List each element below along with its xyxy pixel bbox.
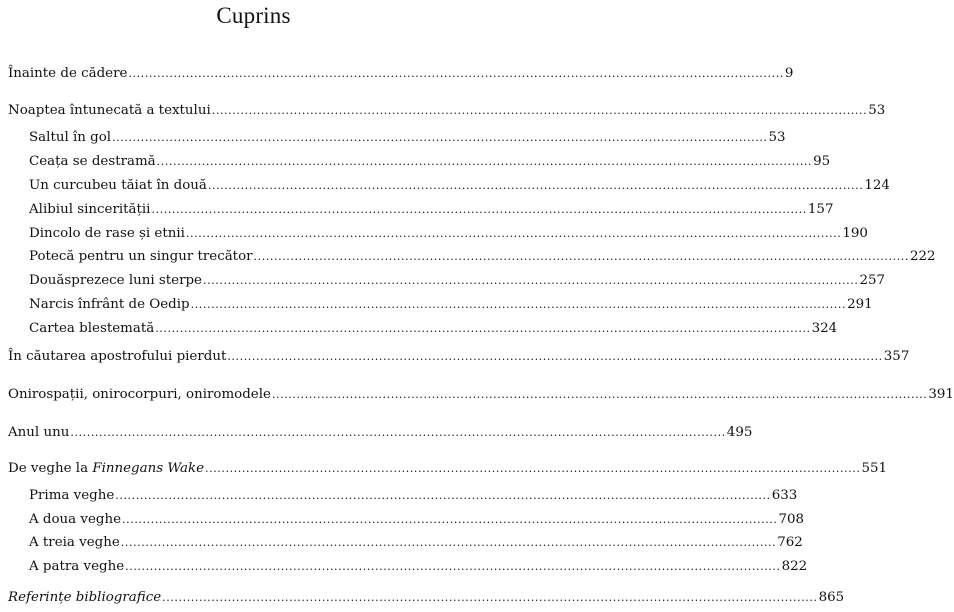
toc-subentry-prima-veghe[interactable] xyxy=(29,485,798,507)
toc-entry-label: Prima veghe xyxy=(29,488,115,503)
toc-entry-label: Onirospații, onirocorpuri, oniromodele xyxy=(8,387,271,402)
toc-entry-label: Potecă pentru un singur trecător xyxy=(29,249,253,264)
toc-entry-label: Alibiul sincerității xyxy=(29,202,151,217)
toc-entry-noaptea-intunecata[interactable] xyxy=(8,100,886,122)
toc-subentry-alibiul-sinceritatii[interactable] xyxy=(29,199,834,221)
toc-entry-onirospatii[interactable] xyxy=(8,384,954,406)
toc-entry-label: Ceața se destramă xyxy=(29,154,156,169)
toc-subentry-a-patra-veghe[interactable] xyxy=(29,556,808,578)
toc-subentry-poteca[interactable] xyxy=(29,246,936,268)
dot-leader: ................................................................................................................................................................ xyxy=(271,388,928,401)
dot-leader: ................................................................................................................................................................ xyxy=(120,536,777,549)
toc-subentry-saltul-in-gol[interactable] xyxy=(29,127,786,149)
dot-leader: ................................................................................................................................................................ xyxy=(185,227,842,240)
page-title: Cuprins xyxy=(216,3,291,28)
toc-subentry-douasprezece-luni[interactable] xyxy=(29,270,885,292)
dot-leader: ................................................................................................................................................................ xyxy=(253,250,909,263)
dot-leader: ................................................................................................................................................................ xyxy=(227,350,883,363)
toc-page-number: 822 xyxy=(781,559,808,574)
dot-leader: ................................................................................................................................................................ xyxy=(122,513,778,526)
toc-page-number: 495 xyxy=(726,425,753,440)
toc-entry-label: Un curcubeu tăiat în două xyxy=(29,178,207,193)
toc-entry-label-italic-title: Finnegans Wake xyxy=(92,461,204,476)
toc-page-number: 391 xyxy=(928,387,954,402)
toc-subentry-cartea-blestemata[interactable] xyxy=(29,318,838,340)
dot-leader: ................................................................................................................................................................ xyxy=(156,155,813,168)
toc-entry-label xyxy=(8,458,204,480)
toc-page-number: 53 xyxy=(868,103,886,118)
toc-page-number: 324 xyxy=(811,321,838,336)
toc-entry-label: A patra veghe xyxy=(29,559,125,574)
toc-entry-label: Înainte de cădere xyxy=(8,66,128,81)
toc-page-number: 190 xyxy=(842,226,868,241)
toc-entry-label: Narcis înfrânt de Oedip xyxy=(29,297,190,312)
toc-entry-label: A treia veghe xyxy=(29,535,120,550)
dot-leader: ................................................................................................................................................................ xyxy=(162,591,818,604)
toc-page-number: 551 xyxy=(861,461,888,476)
toc-entry-de-veghe-la-finnegans-wake[interactable] xyxy=(8,458,888,480)
toc-entry-label-prefix: De veghe la xyxy=(8,461,93,476)
toc-page-number: 708 xyxy=(778,512,805,527)
dot-leader: ................................................................................................................................................................ xyxy=(211,104,868,117)
toc-page-number: 9 xyxy=(784,66,794,81)
toc-entry-label: A doua veghe xyxy=(29,512,122,527)
toc-entry-label: Saltul în gol xyxy=(29,130,112,145)
dot-leader: ................................................................................................................................................................ xyxy=(155,322,811,335)
toc-subentry-un-curcubeu[interactable] xyxy=(29,175,890,197)
dot-leader: ................................................................................................................................................................ xyxy=(190,298,847,311)
toc-page-number: 291 xyxy=(847,297,873,312)
toc-subentry-narcis[interactable] xyxy=(29,294,873,316)
toc-page-number: 157 xyxy=(807,202,834,217)
toc-entry-label: Anul unu xyxy=(8,425,70,440)
dot-leader: ................................................................................................................................................................ xyxy=(125,560,781,573)
toc-entry-in-cautarea-apostrofului[interactable] xyxy=(8,346,910,368)
dot-leader: ................................................................................................................................................................ xyxy=(151,203,807,216)
toc-page-number: 257 xyxy=(859,273,885,288)
toc-page-number: 633 xyxy=(771,488,798,503)
dot-leader: ................................................................................................................................................................ xyxy=(207,179,864,192)
toc-subentry-ceata-se-destrama[interactable] xyxy=(29,151,831,173)
toc-page-number: 53 xyxy=(768,130,786,145)
dot-leader: ................................................................................................................................................................ xyxy=(205,462,861,475)
toc-page-number: 222 xyxy=(909,249,936,264)
toc-entry-anul-unu[interactable] xyxy=(8,422,753,444)
dot-leader: ................................................................................................................................................................ xyxy=(70,426,726,439)
toc-page-number: 357 xyxy=(883,349,910,364)
toc-subentry-a-doua-veghe[interactable] xyxy=(29,509,805,531)
toc-subentry-dincolo-de-rase[interactable] xyxy=(29,223,868,245)
toc-entry-label: Dincolo de rase și etnii xyxy=(29,226,185,241)
dot-leader: ................................................................................................................................................................ xyxy=(115,489,771,502)
toc-page-number: 95 xyxy=(813,154,831,169)
toc-entry-label: Douăsprezece luni sterpe xyxy=(29,273,202,288)
toc-entry-inainte-de-cadere[interactable] xyxy=(8,63,794,85)
toc-entry-referinte-bibliografice[interactable] xyxy=(8,587,845,609)
toc-entry-label: În căutarea apostrofului pierdut xyxy=(8,349,227,364)
toc-page-number: 762 xyxy=(777,535,803,550)
dot-leader: ................................................................................................................................................................ xyxy=(202,274,859,287)
toc-subentry-a-treia-veghe[interactable] xyxy=(29,532,803,554)
dot-leader: ................................................................................................................................................................ xyxy=(128,67,784,80)
toc-page-number: 124 xyxy=(864,178,890,193)
toc-entry-label: Noaptea întunecată a textului xyxy=(8,103,211,118)
toc-page-number: 865 xyxy=(818,590,845,605)
dot-leader: ................................................................................................................................................................ xyxy=(112,131,768,144)
toc-entry-label: Referințe bibliografice xyxy=(8,590,162,605)
toc-entry-label: Cartea blestemată xyxy=(29,321,155,336)
